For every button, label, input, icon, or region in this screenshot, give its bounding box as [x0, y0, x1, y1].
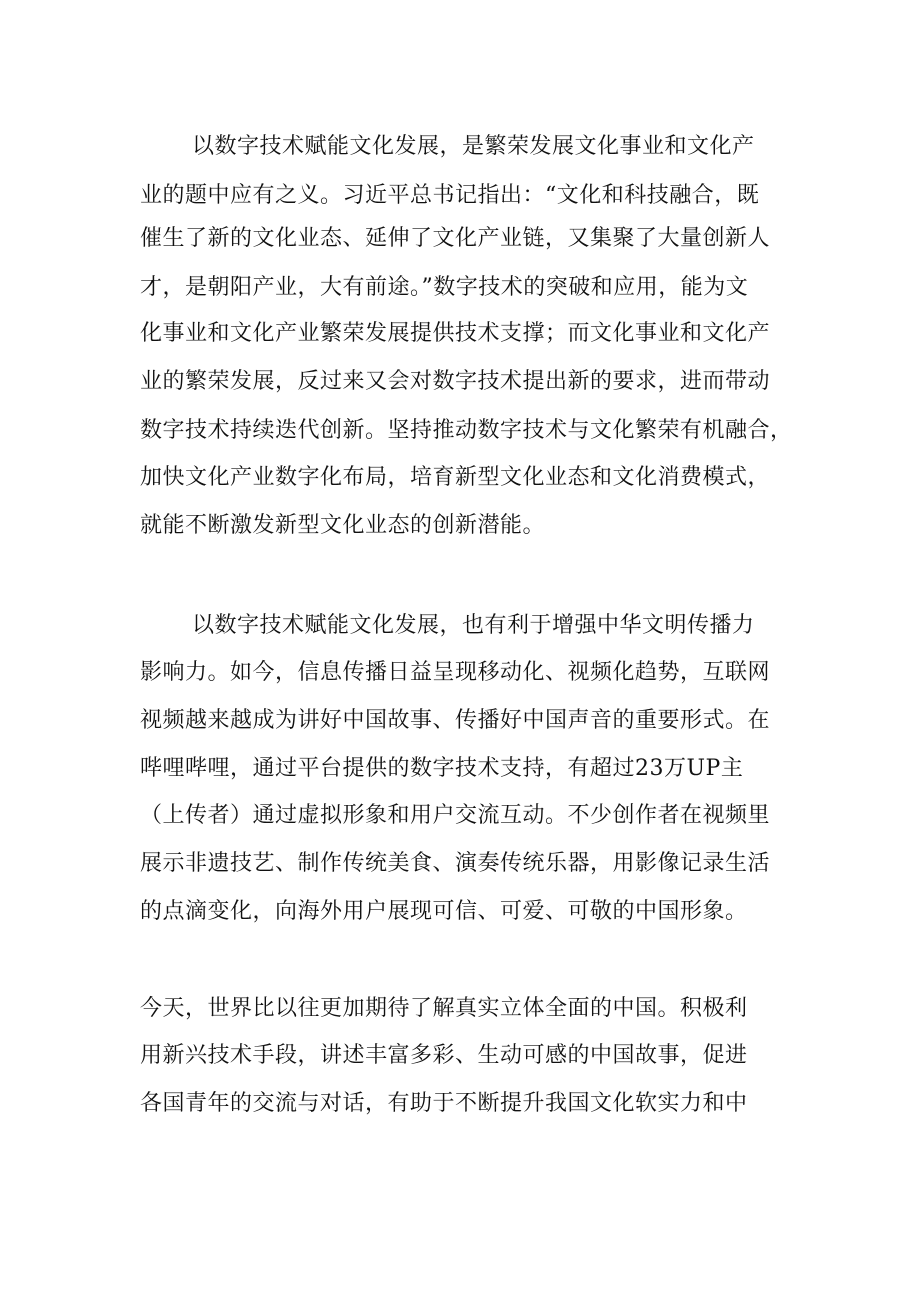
paragraph-line: 各国青年的交流与对话，有助于不断提升我国文化软实力和中	[140, 1091, 748, 1116]
paragraph-line: 数字技术持续迭代创新。坚持推动数字技术与文化繁荣有机融合，	[140, 418, 793, 443]
paragraph-line: 就能不断激发新型文化业态的创新潜能。	[140, 513, 546, 538]
paragraph-line: 业的题中应有之义。习近平总书记指出：“文化和科技融合，既	[140, 183, 760, 208]
paragraph-line: （上传者）通过虚拟形象和用户交流互动。不少创作者在视频里	[140, 803, 771, 828]
paragraph-line: 的点滴变化，向海外用户展现可信、可爱、可敬的中国形象。	[140, 899, 748, 924]
paragraph-line: 催生了新的文化业态、延伸了文化产业链，又集聚了大量创新人	[140, 226, 771, 251]
paragraph-line: 展示非遗技艺、制作传统美食、演奏传统乐器，用影像记录生活	[140, 851, 771, 876]
paragraph-line: 影响力。如今，信息传播日益呈现移动化、视频化趋势，互联网	[140, 660, 771, 685]
paragraph-line: 哔哩哔哩，通过平台提供的数字技术支持，有超过23万UP主	[140, 756, 744, 781]
paragraph-line: 加快文化产业数字化布局，培育新型文化业态和文化消费模式，	[140, 465, 771, 490]
paragraph-line: 今天，世界比以往更加期待了解真实立体全面的中国。积极利	[140, 996, 748, 1021]
paragraph-line: 才，是朝阳产业，大有前途。”数字技术的突破和应用，能为文	[140, 275, 749, 300]
paragraph-line: 用新兴技术手段，讲述丰富多彩、生动可感的中国故事，促进	[140, 1043, 748, 1068]
paragraph-line: 以数字技术赋能文化发展，也有利于增强中华文明传播力	[192, 613, 755, 638]
paragraph-line: 视频越来越成为讲好中国故事、传播好中国声音的重要形式。在	[140, 708, 771, 733]
paragraph-line: 化事业和文化产业繁荣发展提供技术支撑；而文化事业和文化产	[140, 321, 771, 346]
paragraph-line: 业的繁荣发展，反过来又会对数字技术提出新的要求，进而带动	[140, 369, 771, 394]
paragraph-line: 以数字技术赋能文化发展，是繁荣发展文化事业和文化产	[192, 134, 755, 159]
